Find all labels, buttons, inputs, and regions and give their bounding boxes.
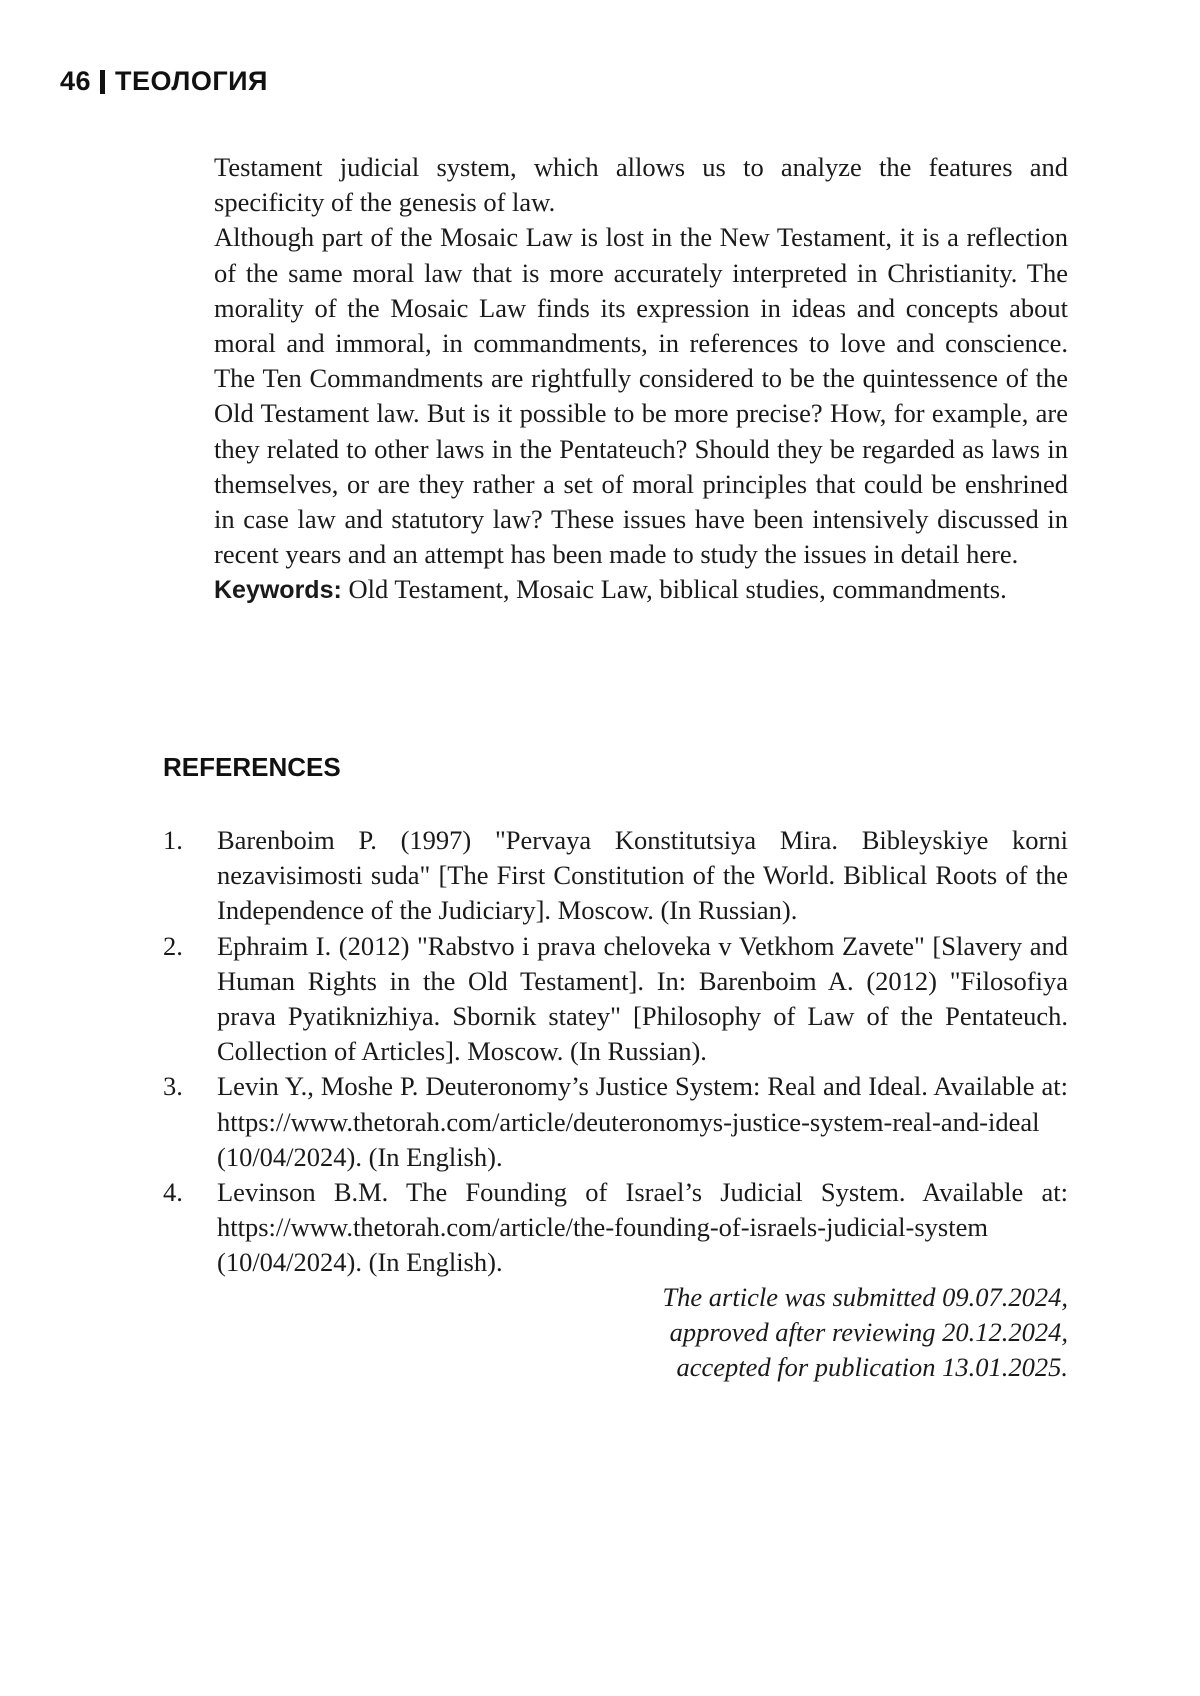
reference-text: Levin Y., Moshe P. Deuteronomy’s Justice System: Real and Ideal. Available at: https://www.thetorah.com/article/deuteronomys-justice-system-real-and-ideal (10/04/2024). (In English). bbox=[217, 1071, 1068, 1172]
reference-number: 1. bbox=[163, 825, 183, 855]
abstract bbox=[214, 150, 1068, 609]
reference-item bbox=[163, 929, 1068, 1070]
submitted-date: The article was submitted 09.07.2024, bbox=[662, 1282, 1068, 1312]
keywords bbox=[214, 572, 1068, 608]
accepted-date: accepted for publication 13.01.2025. bbox=[676, 1352, 1068, 1383]
reference-text: Levinson B.M. The Founding of Israel’s Judicial System. Available at: https://www.thetorah.com/article/the-founding-of-israels-judicial-system (10/04/2024). (In English). bbox=[217, 1177, 1068, 1278]
section-title: ТЕОЛОГИЯ bbox=[115, 66, 268, 96]
article-dates bbox=[662, 1280, 1068, 1386]
reference-item bbox=[163, 1175, 1068, 1281]
references-heading: REFERENCES bbox=[163, 752, 341, 782]
keywords-label: Keywords: bbox=[214, 576, 342, 605]
running-header bbox=[60, 66, 268, 97]
header-separator bbox=[100, 70, 105, 94]
reference-item bbox=[163, 823, 1068, 929]
abstract-paragraph-1: Testament judicial system, which allows us to analyze the features and specificity of the genesis of law. bbox=[214, 152, 1068, 218]
reference-text: Ephraim I. (2012) "Rabstvo i prava cheloveka v Vetkhom Zavete" [Slavery and Human Rights in the Old Testament]. In: Barenboim A. (2012) "Filosofiya prava Pyatiknizhiya. Sbornik statey" [Philosophy of Law of the Pentateuch. Collection of Articles]. Moscow. (In Russian). bbox=[217, 930, 1068, 1067]
reference-number: 4. bbox=[163, 1177, 183, 1208]
keywords-text: Old Testament, Mosaic Law, biblical studies, commandments. bbox=[348, 574, 1007, 605]
reference-number: 3. bbox=[163, 1071, 183, 1102]
reference-item bbox=[163, 1069, 1068, 1175]
approved-date: approved after reviewing 20.12.2024, bbox=[669, 1317, 1068, 1348]
abstract-paragraph-2: Although part of the Mosaic Law is lost in the New Testament, it is a reflection of the same moral law that is more accurately interpreted in Christianity. The morality of the Mosaic Law finds its expression in ideas and concepts about moral and immoral, in commandments, in references to love and conscience. The Ten Commandments are rightfully considered to be the quintessence of the Old Testament law. But is it possible to be more precise? How, for example, are they related to other laws in the Pentateuch? Should they be regarded as laws in themselves, or are they rather a set of moral principles that could be enshrined in case law and statutory law? These issues have been intensively discussed in recent years and an attempt has been made to study the issues in detail here. bbox=[214, 222, 1068, 570]
page-number: 46 bbox=[60, 66, 92, 96]
reference-list bbox=[163, 823, 1068, 1281]
reference-text: Barenboim P. (1997) "Pervaya Konstitutsiya Mira. Bibleyskiye korni nezavisimosti suda" [The First Constitution of the World. Biblical Roots of the Independence of the Judiciary]. Moscow. (In Russian). bbox=[217, 825, 1068, 926]
reference-number: 2. bbox=[163, 930, 183, 961]
